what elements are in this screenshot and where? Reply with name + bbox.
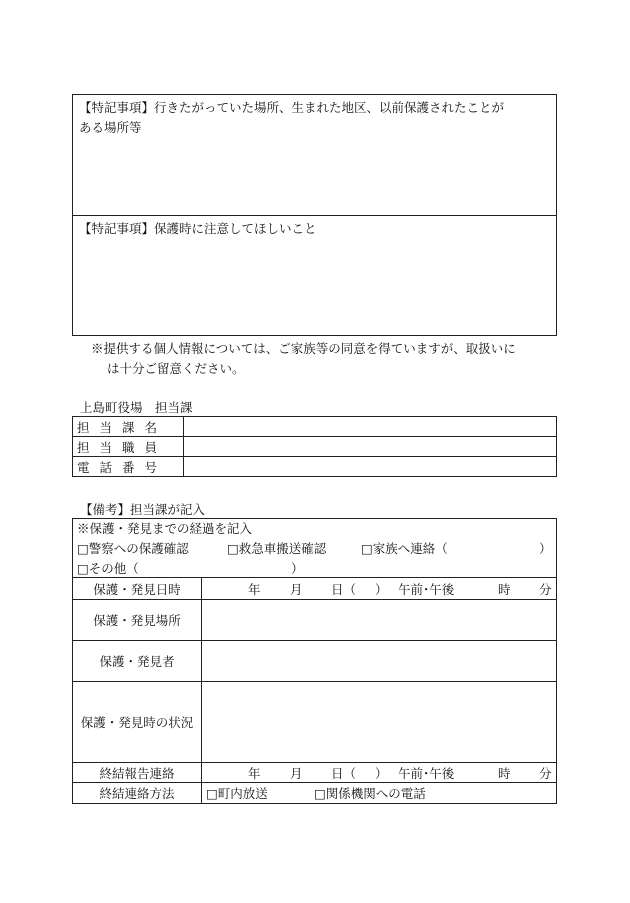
disclaimer-line2: は十分ご留意ください。 — [107, 361, 245, 376]
department-row — [73, 457, 557, 477]
month-unit: 月 — [290, 581, 303, 597]
ambulance-checkbox[interactable]: □救急車搬送確認 — [227, 541, 327, 556]
department-name-field[interactable] — [184, 417, 557, 437]
year-unit: 年 — [248, 581, 261, 597]
final-method-field — [202, 783, 557, 804]
department-row — [73, 417, 557, 437]
special-notes-places-box[interactable] — [72, 94, 557, 216]
department-row — [73, 437, 557, 457]
family-close-paren: ） — [539, 541, 552, 556]
process-options-row1 — [77, 539, 552, 559]
situation-label: 保護・発見時の状況 — [73, 682, 202, 763]
final-year-unit: 年 — [248, 765, 261, 781]
finder-field[interactable] — [202, 641, 557, 682]
place-field[interactable] — [202, 600, 557, 641]
datetime-label: 保護・発見日時 — [73, 578, 202, 600]
other-close-paren: ） — [291, 561, 304, 576]
final-minute-unit: 分 — [539, 765, 552, 781]
day-unit: 日（ — [331, 581, 357, 597]
final-day-close: ） — [375, 765, 388, 781]
department-name-label: 担当課名 — [73, 417, 184, 437]
ampm: 午前･午後 — [398, 581, 455, 597]
staff-label: 担当職員 — [73, 437, 184, 457]
final-report-field[interactable] — [202, 763, 557, 783]
minute-unit: 分 — [539, 581, 552, 597]
datetime-parts — [206, 580, 552, 598]
final-report-parts — [206, 764, 552, 782]
finder-row — [73, 641, 557, 682]
process-options-row2 — [77, 559, 552, 577]
disclaimer-line1: ※提供する個人情報については、ご家族等の同意を得ていますが、取扱いに — [91, 341, 516, 356]
special-notes-places-line1: 【特記事項】行きたがっていた場所、生まれた地区、以前保護されたことが — [79, 100, 505, 115]
family-checkbox[interactable]: □家族へ連絡（ — [361, 541, 448, 556]
final-method-row — [73, 783, 557, 804]
final-hour-unit: 時 — [498, 765, 511, 781]
remarks-title: 【備考】担当課が記入 — [80, 502, 206, 517]
datetime-field[interactable] — [202, 578, 557, 600]
staff-field[interactable] — [184, 437, 557, 457]
process-cell — [73, 519, 557, 578]
department-title: 上島町役場 担当課 — [80, 400, 193, 415]
final-report-label: 終結報告連絡 — [73, 763, 202, 783]
remarks-table — [72, 518, 557, 804]
final-month-unit: 月 — [290, 765, 303, 781]
phone-label: 電話番号 — [73, 457, 184, 477]
phone-field[interactable] — [184, 457, 557, 477]
department-table — [72, 416, 557, 477]
place-label: 保護・発見場所 — [73, 600, 202, 641]
situation-row — [73, 682, 557, 763]
police-checkbox[interactable]: □警察への保護確認 — [77, 541, 189, 556]
special-notes-places-label — [79, 98, 550, 138]
place-row — [73, 600, 557, 641]
broadcast-checkbox[interactable]: □町内放送 — [206, 786, 268, 801]
final-method-options — [206, 784, 552, 802]
final-method-label: 終結連絡方法 — [73, 783, 202, 804]
final-day-unit: 日（ — [331, 765, 357, 781]
hour-unit: 時 — [498, 581, 511, 597]
other-checkbox[interactable]: □その他（ — [77, 561, 139, 576]
special-notes-caution-box[interactable] — [72, 215, 557, 336]
finder-label: 保護・発見者 — [73, 641, 202, 682]
phone-checkbox[interactable]: □関係機関への電話 — [314, 786, 426, 801]
situation-field[interactable] — [202, 682, 557, 763]
day-close: ） — [375, 581, 388, 597]
special-notes-places-line2: ある場所等 — [79, 120, 142, 135]
final-report-row — [73, 763, 557, 783]
process-header: ※保護・発見までの経過を記入 — [77, 521, 253, 536]
special-notes-caution-label: 【特記事項】保護時に注意してほしいこと — [79, 221, 317, 236]
process-row — [73, 519, 557, 578]
datetime-row — [73, 578, 557, 600]
final-ampm: 午前･午後 — [398, 765, 455, 781]
